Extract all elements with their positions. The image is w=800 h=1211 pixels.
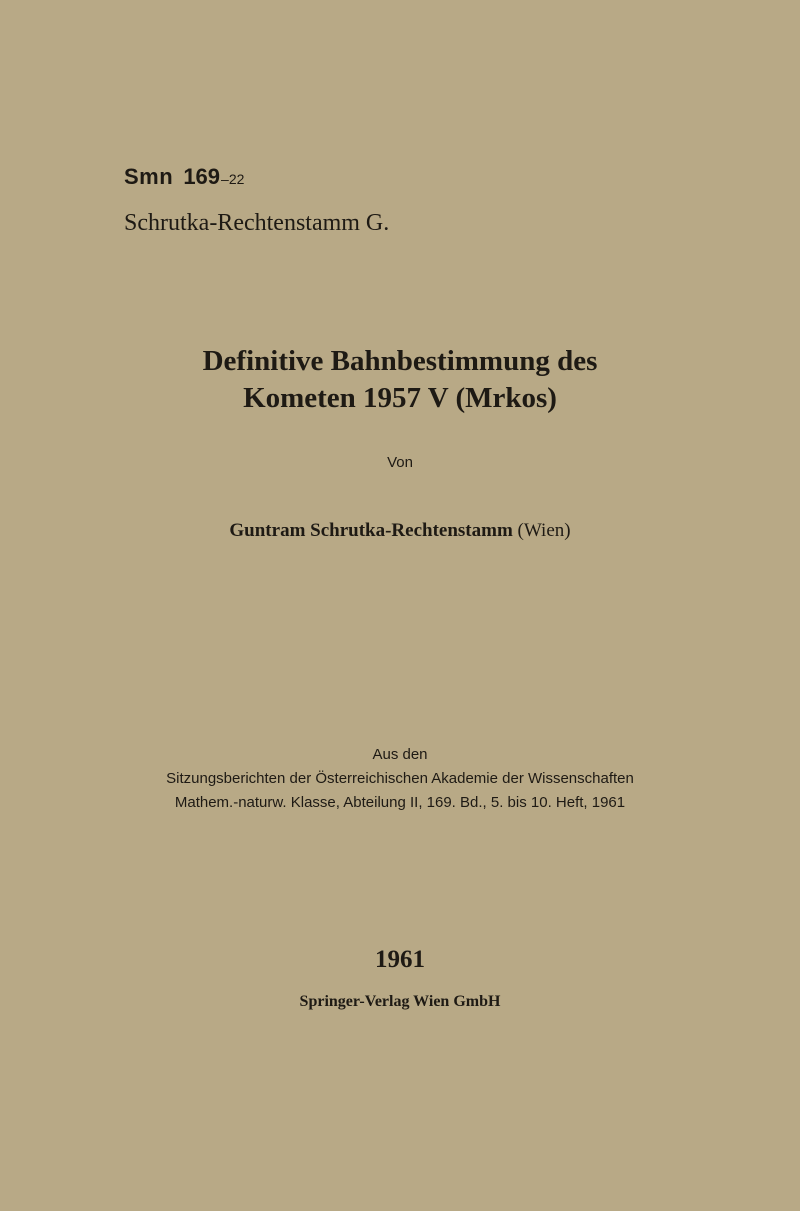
source-line-1: Aus den: [372, 746, 428, 763]
author-short: Schrutka-Rechtenstamm G.: [124, 210, 390, 236]
publication-year: 1961: [375, 946, 425, 973]
source-line-2: Sitzungsberichten der Österreichischen Akademie der Wissenschaften: [166, 770, 634, 787]
title-line-1: Definitive Bahnbestimmung des: [202, 345, 598, 377]
author-full: [0, 519, 800, 543]
author-name: Guntram Schrutka-Rechtenstamm: [229, 520, 513, 541]
source-line-3: Mathem.-naturw. Klasse, Abteilung II, 169. Bd., 5. bis 10. Heft, 1961: [174, 794, 626, 811]
document-title: [0, 343, 800, 417]
by-label: Von: [387, 454, 413, 471]
call-number-prefix: Smn: [124, 164, 174, 189]
call-number: [124, 163, 244, 193]
source-block: [0, 743, 800, 815]
call-number-suffix: –22: [221, 171, 245, 187]
author-location: (Wien): [517, 520, 571, 541]
title-line-2: Kometen 1957 V (Mrkos): [243, 382, 557, 414]
publisher: Springer-Verlag Wien GmbH: [299, 993, 501, 1010]
call-number-number: 169: [183, 164, 221, 189]
